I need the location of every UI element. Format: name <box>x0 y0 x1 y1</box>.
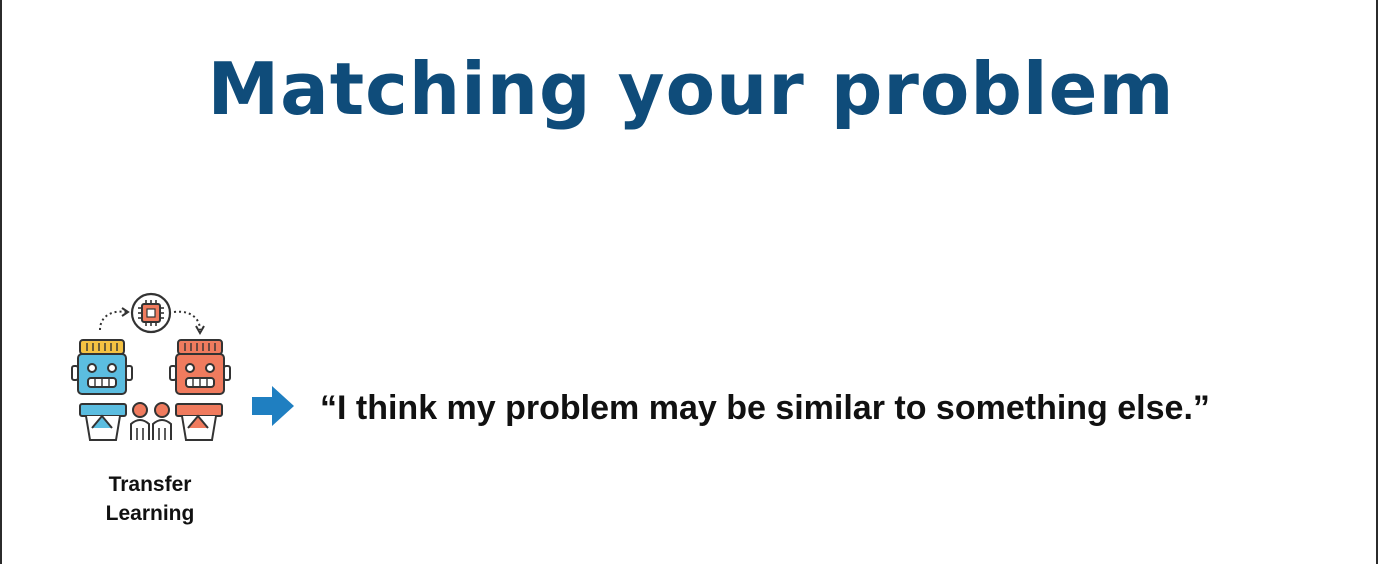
slide-title: Matching your problem <box>207 47 1175 131</box>
caption-line-1: Transfer <box>108 473 192 496</box>
illustration-caption <box>80 470 220 528</box>
caption-line-2: Learning <box>105 502 195 525</box>
right-arrow-icon <box>250 384 296 428</box>
transfer-learning-robots-icon <box>68 288 234 448</box>
quote-text: “I think my problem may be similar to something else.” <box>320 389 1210 427</box>
